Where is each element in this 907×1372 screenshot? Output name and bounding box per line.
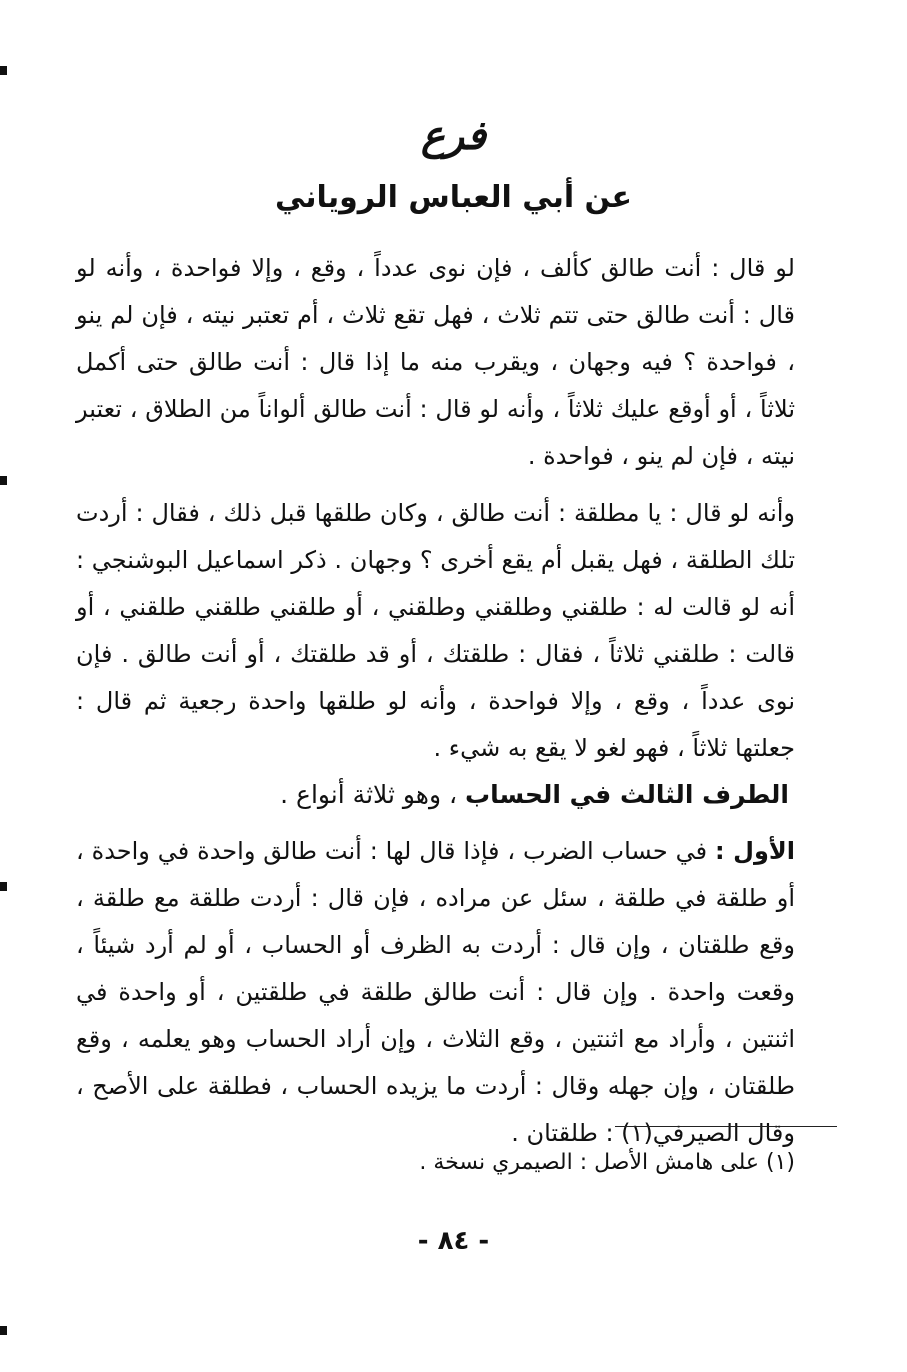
- margin-mark: [0, 882, 7, 891]
- paragraph-3-lead: الأول :: [714, 837, 795, 865]
- margin-mark: [0, 476, 7, 485]
- paragraph-3: [76, 828, 795, 1157]
- footnote: (١) على هامش الأصل : الصيمري نسخة .: [419, 1150, 795, 1175]
- paragraph-3-text: في حساب الضرب ، فإذا قال لها : أنت طالق واحدة في واحدة ، أو طلقة في طلقة ، سئل عن مراده ، فإن قال : أردت طلقة مع طلقة ، وقع طلقتان ، وإن قال : أردت به الظرف أو الحساب ، أو لم أرد شيئاً ، وقعت واحدة . وإن قال : أنت طالق طلقة في طلقتين ، أو واحدة في اثنتين ، وأراد مع اثنتين ، وقع الثلاث ، وإن أراد الحساب وهو يعلمه ، وقع طلقتان ، وإن جهله وقال : أردت ما يزيده الحساب ، فطلقة على الأصح ، وقال الصيرفي(١) : طلقتان .: [76, 837, 795, 1147]
- paragraph-1: لو قال : أنت طالق كألف ، فإن نوى عدداً ، وقع ، وإلا فواحدة ، وأنه لو قال : أنت طالق حتى تتم ثلاث ، فهل تقع ثلاث ، أم تعتبر نيته ، فإن لم ينو ، فواحدة ؟ فيه وجهان ، ويقرب منه ما إذا قال : أنت طالق حتى أكمل ثلاثاً ، أو أوقع عليك ثلاثاً ، وأنه لو قال : أنت طالق ألواناً من الطلاق ، تعتبر نيته ، فإن لم ينو ، فواحدة .: [76, 254, 795, 470]
- paragraph-2: وأنه لو قال : يا مطلقة : أنت طالق ، وكان طلقها قبل ذلك ، فقال : أردت تلك الطلقة ، فهل يقبل أم يقع أخرى ؟ وجهان . ذكر اسماعيل البوشنجي : أنه لو قالت له : طلقني وطلقني وطلقني ، أو طلقني طلقني طلقني ، أو قالت : طلقني ثلاثاً ، فقال : طلقتك ، أو قد طلقتك ، أو أنت طالق . فإن نوى عدداً ، وقع ، وإلا فواحدة ، وأنه لو طلقها واحدة رجعية ثم قال : جعلتها ثلاثاً ، فهو لغو لا يقع به شيء .: [76, 499, 795, 762]
- footnote-divider: [615, 1126, 837, 1127]
- section-title-bold: الطرف الثالث في الحساب: [465, 780, 789, 809]
- margin-mark: [0, 66, 7, 75]
- section-title: [280, 780, 789, 809]
- page-number: - ٨٤ -: [417, 1226, 490, 1256]
- margin-mark: [0, 1326, 7, 1335]
- section-heading: فرع: [420, 112, 487, 159]
- section-subheading: عن أبي العباس الروياني: [274, 180, 633, 215]
- section-title-rest: ، وهو ثلاثة أنواع .: [280, 780, 458, 809]
